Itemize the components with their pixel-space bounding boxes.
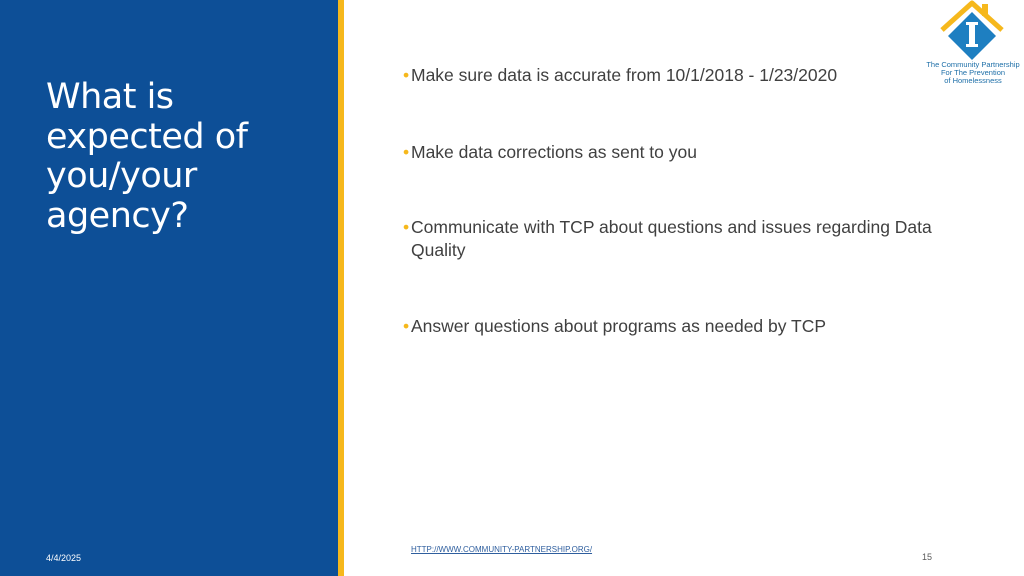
bullet-text: Communicate with TCP about questions and issues regarding Data Quality <box>411 217 932 260</box>
bullet-text: Answer questions about programs as needed by TCP <box>411 316 827 336</box>
slide-date: 4/4/2025 <box>46 553 82 563</box>
bullet-text: Make sure data is accurate from 10/1/2018 - 1/23/2020 <box>411 65 838 85</box>
logo-text <box>922 61 1024 85</box>
bullet-item <box>403 216 963 262</box>
slide-title: What is expected of you/your agency? <box>46 77 248 236</box>
bullet-marker: • <box>403 316 410 336</box>
website-link[interactable]: HTTP://WWW.COMMUNITY-PARTNERSHIP.ORG/ <box>411 545 593 554</box>
logo-line: of Homelessness <box>944 76 1002 85</box>
logo-line: For The Prevention <box>940 68 1006 77</box>
bullet-marker: • <box>403 217 410 237</box>
logo-line: The Community Partnership <box>926 60 1020 69</box>
bullet-text: Make data corrections as sent to you <box>411 142 697 162</box>
page-number: 15 <box>922 552 933 562</box>
bullet-item <box>403 315 963 338</box>
house-icon <box>922 0 1022 62</box>
bullet-item <box>403 141 963 164</box>
bullet-marker: • <box>403 142 410 162</box>
bullet-item <box>403 64 963 87</box>
accent-divider <box>338 0 344 576</box>
bullet-marker: • <box>403 65 410 85</box>
